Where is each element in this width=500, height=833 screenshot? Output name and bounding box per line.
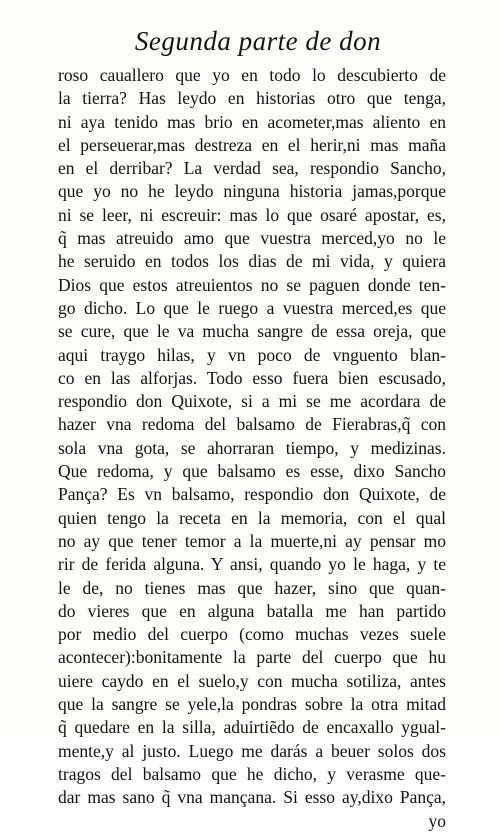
- text-line: aqui traygo hilas, y vn poco de vnguento blan-: [58, 344, 446, 365]
- text-line: no ay que tener temor a la muerte,ni ay pensar mo: [58, 530, 446, 551]
- text-line: ni se leer, ni escreuir: mas lo que osaré apostar, es,: [58, 204, 446, 225]
- text-line: rir de ferida alguna. Y ansi, quando yo le haga, y te: [58, 554, 446, 575]
- text-line: el perseuerar,mas destreza en el herir,ni mas maña: [58, 134, 446, 155]
- text-line: por medio del cuerpo (como muchas vezes suele: [58, 624, 446, 645]
- text-line: dar mas sano q̃ vna mançana. Si esso ay,dixo Pança,: [58, 787, 446, 808]
- text-line: Que redoma, y que balsamo es esse, dixo Sancho: [58, 461, 446, 482]
- text-line: quien tengo la receta en la memoria, con el qual: [58, 507, 446, 528]
- text-line: se cure, que le va mucha sangre de essa oreja, que: [58, 321, 446, 342]
- text-line: la tierra? Has leydo en historias otro que tenga,: [58, 88, 446, 109]
- text-line: le de, no tienes mas que hazer, sino que quan-: [58, 577, 446, 598]
- text-line: Pança? Es vn balsamo, respondio don Quixote, de: [58, 484, 446, 505]
- text-line: go dicho. Lo que le ruego a vuestra merced,es que: [58, 297, 446, 318]
- text-line: sola vna gota, se ahorraran tiempo, y medizinas.: [58, 437, 446, 458]
- text-line: que yo no he leydo ninguna historia jamas,porque: [58, 181, 446, 202]
- text-line: tragos del balsamo que he dicho, y verasme que-: [58, 763, 446, 784]
- text-line: q̃ mas atreuido amo que vuestra merced,yo no le: [58, 228, 446, 249]
- text-line: que la sangre se yele,la pondras sobre la otra mitad: [58, 694, 446, 715]
- text-line: q̃ quedare en la silla, aduirtiẽdo de encaxallo ygual-: [58, 717, 446, 738]
- text-line: acontecer):bonitamente la parte del cuerpo que hu: [58, 647, 446, 668]
- text-line: mente,y al justo. Luego me darás a beuer solos dos: [58, 740, 446, 761]
- catchword: yo: [428, 810, 446, 831]
- text-line: respondio don Quixote, si a mi se me acordara de: [58, 391, 446, 412]
- text-line: co en las alforjas. Todo esso fuera bien escusado,: [58, 367, 446, 388]
- running-head: Segunda parte de don: [134, 26, 382, 56]
- text-line: Dios que estos atreuientos no se paguen donde ten-: [58, 274, 446, 295]
- text-line: do vieres que en alguna batalla me han partido: [58, 600, 446, 621]
- text-line: en el derribar? La verdad sea, respondio Sancho,: [58, 158, 446, 179]
- text-line: hazer vna redoma del balsamo de Fierabras,q̃ con: [58, 414, 446, 435]
- text-line: ni aya tenido mas brio en acometer,mas aliento en: [58, 111, 446, 132]
- text-line: he seruido en todos los dias de mi vida, y quiera: [58, 251, 446, 272]
- text-line: roso cauallero que yo en todo lo descubierto de: [58, 65, 446, 85]
- text-line: uiere caydo en el suelo,y con mucha sotiliza, antes: [58, 670, 446, 691]
- body-text: [58, 64, 446, 833]
